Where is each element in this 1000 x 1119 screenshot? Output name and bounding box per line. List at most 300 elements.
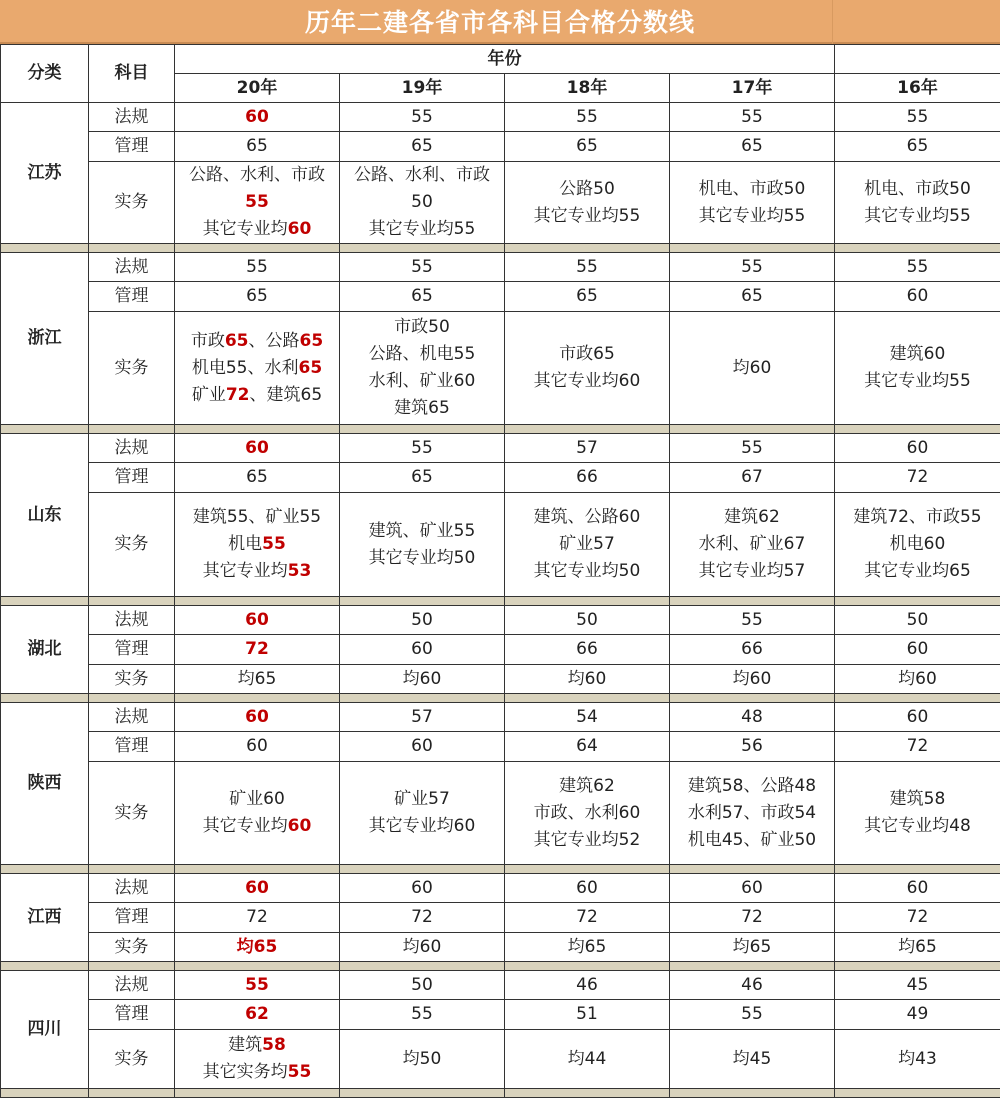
score-text: 65 [576, 136, 598, 156]
subject-cell: 实务 [89, 1030, 175, 1089]
score-highlight: 60 [245, 437, 269, 458]
score-text: 66 [576, 467, 598, 487]
subject-cell: 管理 [89, 903, 175, 933]
score-cell [505, 1000, 670, 1030]
score-line [175, 666, 339, 693]
score-cell [835, 312, 1000, 425]
score-cell [175, 132, 340, 162]
separator-cell [340, 597, 505, 606]
score-line [835, 904, 1000, 931]
score-cell [835, 463, 1000, 493]
province-cell: 陕西 [1, 703, 89, 865]
score-line [175, 464, 339, 491]
score-line [340, 518, 504, 545]
score-cell [505, 253, 670, 282]
score-cell [505, 732, 670, 762]
score-line [835, 558, 1000, 585]
separator-cell [89, 694, 175, 703]
separator-cell [89, 865, 175, 874]
score-text: 建筑、公路60 [533, 507, 641, 527]
score-line [835, 254, 1000, 281]
header-year-18: 18年 [505, 74, 670, 103]
score-line [175, 189, 339, 216]
score-line [175, 934, 339, 961]
score-text: 46 [741, 974, 763, 995]
score-line [175, 355, 339, 382]
separator-cell [175, 425, 340, 434]
score-cell [175, 703, 340, 732]
score-cell [505, 874, 670, 903]
score-text: 均65 [898, 936, 937, 957]
score-text: 公路、机电55 [368, 344, 476, 364]
separator-cell [1, 425, 89, 434]
score-line [175, 1001, 339, 1028]
section-separator [1, 1089, 1000, 1098]
score-text: 均60 [402, 936, 442, 957]
score-text: 55 [411, 437, 433, 458]
separator-cell [835, 962, 1000, 971]
score-line [175, 636, 339, 663]
score-text: 建筑60 [889, 344, 946, 364]
score-line [340, 972, 504, 999]
score-text: 其它专业均60 [533, 371, 641, 391]
score-text: 65 [906, 136, 929, 156]
score-text: 60 [906, 437, 929, 458]
header-year-20: 20年 [175, 74, 340, 103]
score-text: 72 [906, 907, 929, 927]
score-text: 机电55、水利 [191, 357, 299, 378]
section-separator [1, 865, 1000, 874]
score-text: 其它专业均52 [533, 829, 641, 850]
score-cell [670, 665, 835, 694]
score-cell [175, 493, 340, 597]
score-line [340, 875, 504, 902]
score-line [175, 704, 339, 731]
score-line [505, 176, 669, 203]
score-text: 65 [246, 136, 268, 156]
score-cell [835, 1030, 1000, 1089]
score-cell [175, 933, 340, 962]
score-line [505, 504, 669, 531]
score-text: 均65 [567, 936, 607, 957]
table-row [1, 635, 1000, 665]
score-cell [670, 434, 835, 463]
score-line [505, 875, 669, 902]
score-line [175, 607, 339, 634]
score-highlight: 58 [262, 1035, 286, 1055]
score-text: 矿业 [191, 384, 226, 405]
score-cell [835, 103, 1000, 132]
score-line [175, 504, 339, 531]
score-text: 其它专业均50 [368, 547, 476, 568]
score-cell [505, 434, 670, 463]
score-cell [505, 282, 670, 312]
score-line [835, 972, 1000, 999]
section-separator [1, 244, 1000, 253]
separator-cell [340, 244, 505, 253]
separator-cell [505, 597, 670, 606]
score-cell [670, 103, 835, 132]
score-text: 市政50 [394, 317, 450, 337]
score-text: 建筑58、公路48 [687, 775, 817, 796]
subject-cell: 法规 [89, 971, 175, 1000]
score-cell [670, 635, 835, 665]
score-text: 其它专业均55 [864, 205, 971, 226]
score-text: 64 [576, 736, 598, 756]
score-line [670, 827, 834, 854]
score-text: 50 [411, 609, 433, 630]
score-cell [340, 434, 505, 463]
score-text: 55 [411, 106, 433, 127]
score-text: 其它专业均 [202, 816, 288, 836]
table-row [1, 874, 1000, 903]
score-text: 55 [576, 106, 598, 127]
score-text: 其它专业均 [202, 561, 288, 581]
score-text: 机电、市政50 [864, 178, 971, 199]
section-separator [1, 597, 1000, 606]
score-text: 建筑、矿业55 [368, 520, 476, 541]
score-text: 65 [246, 286, 268, 306]
score-text: 公路50 [559, 178, 615, 199]
subject-cell: 实务 [89, 493, 175, 597]
score-highlight: 65 [299, 330, 324, 351]
score-cell [340, 703, 505, 732]
score-cell [670, 933, 835, 962]
score-highlight: 65 [224, 330, 249, 351]
separator-cell [505, 1089, 670, 1098]
score-text: 其它专业均55 [698, 205, 806, 226]
score-cell [670, 606, 835, 635]
score-cell [340, 665, 505, 694]
score-line [340, 464, 504, 491]
score-line [340, 636, 504, 663]
section-separator [1, 425, 1000, 434]
score-line [505, 203, 669, 230]
separator-cell [175, 962, 340, 971]
score-text: 均60 [732, 357, 772, 378]
score-line [175, 1059, 339, 1086]
score-line [670, 607, 834, 634]
table-row [1, 282, 1000, 312]
score-highlight: 60 [245, 706, 269, 727]
score-cell [670, 253, 835, 282]
separator-cell [835, 425, 1000, 434]
score-text: 46 [576, 974, 598, 995]
section-separator [1, 962, 1000, 971]
header-year-group: 年份 [175, 45, 835, 74]
score-line [505, 1046, 669, 1073]
score-cell [670, 971, 835, 1000]
score-cell [505, 971, 670, 1000]
title-divider [832, 0, 833, 44]
score-cell [835, 606, 1000, 635]
score-line [835, 934, 1000, 961]
score-text: 均50 [402, 1048, 442, 1069]
score-cell [340, 606, 505, 635]
score-line [175, 875, 339, 902]
score-text: 56 [741, 736, 763, 756]
score-text: 50 [906, 609, 929, 630]
score-line [175, 254, 339, 281]
score-cell [175, 635, 340, 665]
score-text: 、建筑65 [249, 384, 323, 405]
score-text: 其它专业均48 [864, 816, 971, 836]
score-line [505, 704, 669, 731]
separator-cell [835, 244, 1000, 253]
score-text: 60 [411, 877, 433, 898]
score-line [505, 607, 669, 634]
score-cell [340, 1000, 505, 1030]
score-text: 66 [576, 639, 598, 659]
score-text: 均60 [898, 668, 937, 689]
score-cell [505, 665, 670, 694]
score-highlight: 55 [262, 534, 286, 554]
score-cell [835, 635, 1000, 665]
score-cell [670, 874, 835, 903]
section-separator [1, 694, 1000, 703]
score-text: 60 [906, 639, 929, 659]
score-line [670, 176, 834, 203]
subject-cell: 法规 [89, 874, 175, 903]
score-highlight: 60 [245, 877, 269, 898]
score-line [835, 786, 1000, 813]
score-line [175, 162, 339, 189]
score-text: 65 [741, 136, 763, 156]
score-text: 其它专业均57 [698, 561, 806, 581]
score-line [505, 773, 669, 800]
separator-cell [670, 425, 835, 434]
separator-cell [89, 425, 175, 434]
score-text: 其它专业均65 [864, 561, 971, 581]
header-year-17: 17年 [670, 74, 835, 103]
score-cell [175, 762, 340, 865]
score-line [670, 773, 834, 800]
score-cell [835, 874, 1000, 903]
score-line [835, 341, 1000, 368]
subject-cell: 法规 [89, 103, 175, 132]
score-text: 其它专业均50 [533, 561, 641, 581]
score-cell [835, 1000, 1000, 1030]
score-line [835, 368, 1000, 395]
score-cell [175, 1000, 340, 1030]
score-line [340, 666, 504, 693]
score-cell [670, 463, 835, 493]
score-line [670, 1001, 834, 1028]
score-cell [175, 312, 340, 425]
score-line [175, 382, 339, 409]
score-line [505, 368, 669, 395]
score-text: 50 [411, 192, 433, 212]
score-highlight: 65 [298, 357, 323, 378]
score-cell [505, 762, 670, 865]
score-line [340, 435, 504, 462]
score-cell [340, 493, 505, 597]
score-text: 60 [576, 877, 598, 898]
score-text: 60 [411, 639, 433, 659]
score-text: 72 [246, 907, 268, 927]
score-line [670, 435, 834, 462]
score-text: 建筑65 [394, 398, 450, 418]
score-table [0, 44, 1000, 1098]
score-cell [505, 635, 670, 665]
subject-cell: 管理 [89, 463, 175, 493]
score-cell [835, 282, 1000, 312]
table-row [1, 463, 1000, 493]
score-cell [340, 132, 505, 162]
score-cell [340, 635, 505, 665]
score-line [670, 733, 834, 760]
separator-cell [1, 597, 89, 606]
score-text: 、公路 [248, 330, 300, 351]
score-line [670, 800, 834, 827]
score-cell [175, 665, 340, 694]
score-line [505, 827, 669, 854]
table-row [1, 703, 1000, 732]
score-cell [175, 1030, 340, 1089]
score-text: 机电45、矿业50 [687, 829, 817, 850]
separator-cell [175, 244, 340, 253]
score-cell [835, 493, 1000, 597]
score-text: 55 [741, 1004, 763, 1024]
score-text: 公路、水利、市政 [354, 165, 490, 185]
score-line [835, 607, 1000, 634]
score-line [340, 1001, 504, 1028]
score-text: 市政 [190, 330, 225, 351]
header-subject: 科目 [89, 45, 175, 103]
separator-cell [835, 1089, 1000, 1098]
score-text: 51 [576, 1004, 598, 1024]
table-row [1, 493, 1000, 597]
score-cell [175, 253, 340, 282]
score-text: 65 [246, 467, 268, 487]
score-text: 65 [411, 286, 433, 306]
score-cell [835, 434, 1000, 463]
score-line [505, 733, 669, 760]
score-text: 建筑 [228, 1035, 263, 1055]
score-text: 均45 [732, 1048, 772, 1069]
score-line [670, 531, 834, 558]
score-line [670, 875, 834, 902]
table-row [1, 1030, 1000, 1089]
score-line [175, 216, 339, 243]
score-line [835, 875, 1000, 902]
province-cell: 江西 [1, 874, 89, 962]
score-cell [340, 253, 505, 282]
subject-cell: 实务 [89, 312, 175, 425]
score-text: 55 [411, 1004, 433, 1024]
province-cell: 浙江 [1, 253, 89, 425]
separator-cell [340, 1089, 505, 1098]
score-text: 建筑62 [724, 507, 780, 527]
header-year-16: 16年 [835, 74, 1000, 103]
score-line [835, 733, 1000, 760]
score-cell [340, 732, 505, 762]
score-cell [670, 162, 835, 244]
table-row [1, 665, 1000, 694]
score-text: 72 [906, 736, 929, 756]
separator-cell [670, 865, 835, 874]
score-cell [175, 463, 340, 493]
score-line [175, 328, 339, 355]
subject-cell: 实务 [89, 162, 175, 244]
score-line [670, 203, 834, 230]
header-blank [835, 45, 1000, 74]
province-cell: 四川 [1, 971, 89, 1089]
separator-cell [505, 244, 670, 253]
score-text: 均60 [732, 668, 772, 689]
subject-cell: 实务 [89, 762, 175, 865]
score-line [835, 464, 1000, 491]
score-text: 水利、矿业67 [698, 534, 806, 554]
score-text: 45 [906, 974, 929, 995]
score-text: 55 [906, 106, 929, 127]
subject-cell: 管理 [89, 732, 175, 762]
score-line [340, 341, 504, 368]
separator-cell [670, 597, 835, 606]
score-line [175, 435, 339, 462]
subject-cell: 实务 [89, 933, 175, 962]
title-text: 历年二建各省市各科目合格分数线 [304, 8, 695, 37]
score-line [340, 189, 504, 216]
score-cell [505, 933, 670, 962]
score-line [175, 813, 339, 840]
score-line [340, 704, 504, 731]
score-cell [175, 732, 340, 762]
separator-cell [670, 962, 835, 971]
score-text: 均60 [567, 668, 607, 689]
score-cell [670, 703, 835, 732]
score-line [505, 666, 669, 693]
score-text: 矿业57 [559, 534, 615, 554]
score-cell [175, 874, 340, 903]
score-cell [340, 971, 505, 1000]
score-cell [670, 282, 835, 312]
separator-cell [505, 694, 670, 703]
score-line [835, 283, 1000, 310]
score-line [670, 972, 834, 999]
score-cell [340, 1030, 505, 1089]
score-text: 均44 [567, 1048, 607, 1069]
score-line [340, 607, 504, 634]
score-line [670, 934, 834, 961]
score-cell [835, 933, 1000, 962]
separator-cell [670, 1089, 835, 1098]
score-text: 55 [741, 256, 763, 277]
score-highlight: 均65 [236, 936, 278, 957]
score-line [835, 704, 1000, 731]
score-text: 55 [411, 256, 433, 277]
score-cell [340, 312, 505, 425]
score-line [340, 545, 504, 572]
score-highlight: 53 [287, 561, 312, 581]
score-highlight: 72 [245, 639, 269, 659]
subject-cell: 管理 [89, 282, 175, 312]
score-line [835, 435, 1000, 462]
score-text: 72 [741, 907, 763, 927]
table-row [1, 103, 1000, 132]
score-text: 其它专业均55 [533, 205, 641, 226]
score-highlight: 62 [245, 1004, 269, 1024]
score-text: 均43 [898, 1048, 937, 1069]
score-cell [835, 971, 1000, 1000]
score-highlight: 72 [225, 384, 250, 405]
page-title [0, 0, 1000, 44]
separator-cell [835, 694, 1000, 703]
separator-cell [89, 1089, 175, 1098]
score-text: 55 [246, 256, 268, 277]
score-line [175, 733, 339, 760]
score-cell [175, 903, 340, 933]
